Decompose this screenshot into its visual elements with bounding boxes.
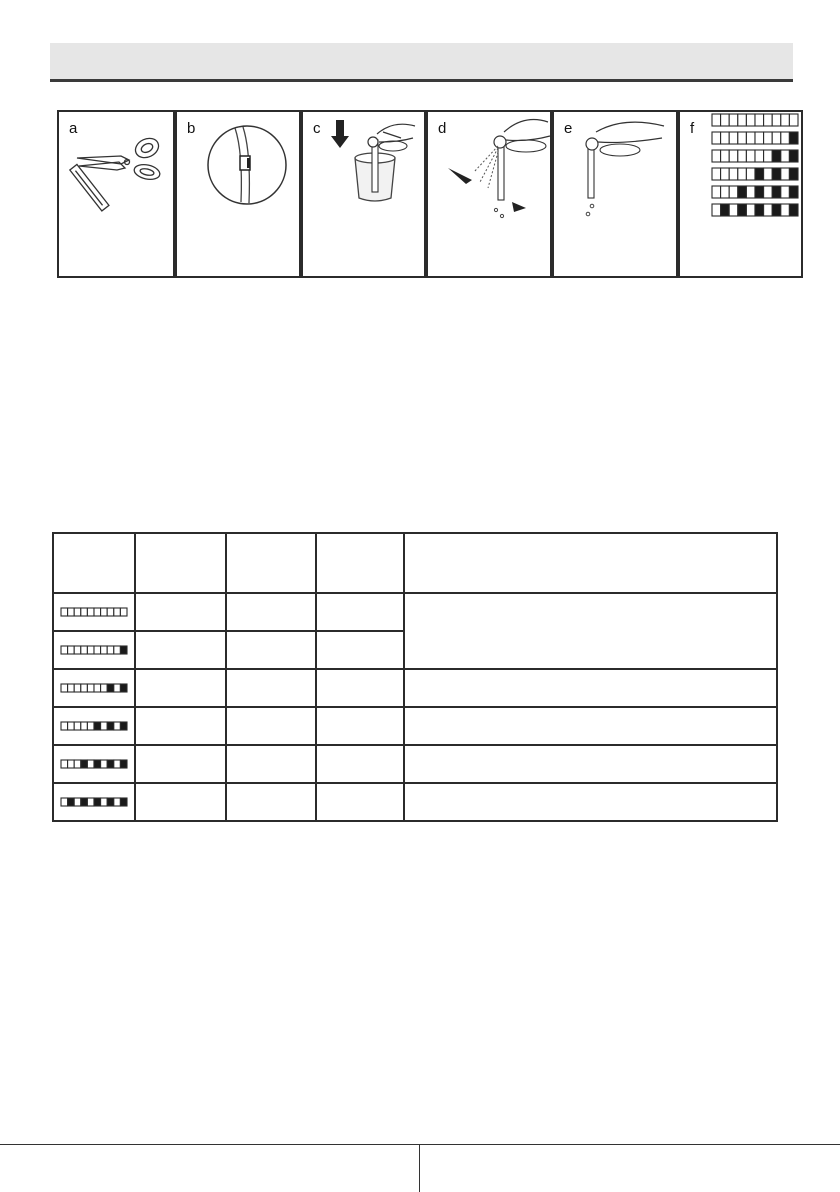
strip-field-light — [764, 132, 773, 144]
strip-field-light — [87, 684, 94, 692]
strip-field-light — [114, 608, 121, 616]
test-strip-icon — [60, 720, 128, 732]
strip-field-dark — [94, 760, 101, 768]
header-cell — [226, 533, 316, 593]
strip-field-dark — [107, 798, 114, 806]
test-strip-icon — [60, 796, 128, 808]
strip-field-light — [712, 114, 721, 126]
table-cell — [316, 783, 404, 821]
strip-field-dark — [120, 798, 127, 806]
strip-field-light — [107, 608, 114, 616]
dip-strip-in-glass-icon — [303, 112, 428, 280]
strip-field-light — [721, 132, 730, 144]
test-strip-icon — [60, 682, 128, 694]
strip-field-light — [81, 608, 88, 616]
strip-field-light — [101, 722, 108, 730]
strip-field-light — [781, 168, 790, 180]
strip-field-dark — [755, 168, 764, 180]
strip-field-light — [764, 168, 773, 180]
strip-field-dark — [94, 722, 101, 730]
strip-field-light — [94, 608, 101, 616]
strip-field-light — [101, 798, 108, 806]
strip-field-dark — [120, 722, 127, 730]
strip-field-light — [721, 150, 730, 162]
panel-letter: c — [313, 120, 321, 137]
strip-field-dark — [789, 150, 798, 162]
strip-field-light — [87, 798, 94, 806]
strip-field-light — [764, 204, 773, 216]
strip-field-light — [738, 114, 747, 126]
table-cell — [226, 631, 316, 669]
strip-field-light — [120, 608, 127, 616]
table-cell — [226, 593, 316, 631]
strip-field-light — [781, 204, 790, 216]
strip-cell — [53, 783, 135, 821]
strip-field-light — [755, 114, 764, 126]
strip-field-dark — [107, 760, 114, 768]
strip-field-light — [114, 684, 121, 692]
table-row — [53, 783, 777, 821]
table-cell — [316, 669, 404, 707]
strip-field-dark — [738, 186, 747, 198]
panel-letter: e — [564, 120, 573, 137]
strip-field-light — [68, 760, 75, 768]
table-cell — [226, 669, 316, 707]
strip-field-dark — [107, 722, 114, 730]
strip-field-light — [74, 798, 81, 806]
table-row — [53, 669, 777, 707]
strip-field-light — [772, 114, 781, 126]
panel-letter: f — [690, 120, 695, 137]
strip-field-light — [74, 722, 81, 730]
strip-field-light — [101, 684, 108, 692]
strip-field-light — [729, 114, 738, 126]
header-cell — [135, 533, 226, 593]
strip-field-dark — [772, 186, 781, 198]
scissors-cutting-strip-icon — [59, 112, 177, 280]
strip-field-light — [94, 684, 101, 692]
strip-field-light — [87, 722, 94, 730]
strip-field-light — [74, 646, 81, 654]
table-cell — [404, 783, 777, 821]
panel-c — [301, 110, 426, 278]
panel-b — [175, 110, 301, 278]
strip-field-dark — [789, 132, 798, 144]
footer-rule — [0, 1144, 840, 1145]
strip-field-light — [746, 132, 755, 144]
header-cell — [53, 533, 135, 593]
hardness-table — [52, 532, 778, 822]
table-cell — [226, 783, 316, 821]
strip-field-light — [781, 186, 790, 198]
strip-cell — [53, 593, 135, 631]
strip-field-light — [114, 722, 121, 730]
table-cell — [135, 783, 226, 821]
hold-strip-icon — [554, 112, 680, 280]
table-cell — [316, 707, 404, 745]
strip-field-dark — [68, 798, 75, 806]
strip-field-dark — [789, 168, 798, 180]
color-scale-icon — [680, 112, 805, 280]
strip-field-light — [114, 646, 121, 654]
strip-field-dark — [772, 204, 781, 216]
panel-letter: d — [438, 120, 447, 137]
strip-field-light — [114, 760, 121, 768]
table-row — [53, 593, 777, 631]
strip-field-light — [87, 608, 94, 616]
table-cell — [135, 631, 226, 669]
strip-field-dark — [755, 186, 764, 198]
table-row — [53, 745, 777, 783]
table-cell — [226, 745, 316, 783]
strip-field-light — [101, 760, 108, 768]
table-header-row — [53, 533, 777, 593]
strip-field-light — [721, 186, 730, 198]
strip-field-dark — [789, 186, 798, 198]
header-cell — [404, 533, 777, 593]
strip-field-light — [755, 150, 764, 162]
table-cell — [316, 631, 404, 669]
strip-field-light — [74, 684, 81, 692]
strip-field-light — [738, 150, 747, 162]
table-cell — [404, 707, 777, 745]
strip-field-light — [746, 168, 755, 180]
table-cell — [404, 669, 777, 707]
strip-field-light — [68, 608, 75, 616]
table-cell — [135, 745, 226, 783]
strip-field-dark — [738, 204, 747, 216]
strip-field-dark — [789, 204, 798, 216]
strip-field-light — [781, 114, 790, 126]
strip-field-light — [755, 132, 764, 144]
strip-field-light — [712, 186, 721, 198]
table-cell — [404, 593, 777, 669]
strip-field-light — [789, 114, 798, 126]
strip-field-dark — [81, 760, 88, 768]
strip-field-light — [68, 646, 75, 654]
strip-field-dark — [772, 150, 781, 162]
illustration-panels — [57, 110, 803, 281]
strip-cell — [53, 745, 135, 783]
strip-field-light — [781, 150, 790, 162]
strip-field-dark — [107, 684, 114, 692]
strip-field-light — [746, 186, 755, 198]
strip-field-light — [729, 204, 738, 216]
strip-field-light — [107, 646, 114, 654]
strip-field-light — [94, 646, 101, 654]
strip-field-light — [721, 168, 730, 180]
strip-field-light — [87, 646, 94, 654]
strip-field-dark — [755, 204, 764, 216]
strip-cell — [53, 707, 135, 745]
table-cell — [226, 707, 316, 745]
strip-field-dark — [772, 168, 781, 180]
strip-field-dark — [94, 798, 101, 806]
strip-field-light — [712, 132, 721, 144]
strip-field-light — [729, 150, 738, 162]
strip-field-light — [81, 684, 88, 692]
shake-strip-icon — [428, 112, 554, 280]
test-strip-closeup-icon — [177, 112, 303, 280]
table-cell — [316, 745, 404, 783]
table-cell — [135, 707, 226, 745]
strip-field-light — [712, 168, 721, 180]
table-row — [53, 707, 777, 745]
strip-field-light — [68, 722, 75, 730]
strip-field-light — [114, 798, 121, 806]
section-header-bar — [50, 43, 793, 82]
strip-field-dark — [721, 204, 730, 216]
panel-e — [552, 110, 678, 278]
strip-field-light — [738, 132, 747, 144]
strip-field-light — [746, 204, 755, 216]
strip-field-dark — [81, 798, 88, 806]
strip-field-dark — [120, 646, 127, 654]
table-cell — [404, 745, 777, 783]
strip-field-light — [746, 150, 755, 162]
strip-field-light — [74, 608, 81, 616]
strip-field-light — [61, 722, 68, 730]
strip-field-light — [764, 186, 773, 198]
strip-field-light — [729, 168, 738, 180]
panel-d — [426, 110, 552, 278]
strip-field-light — [772, 132, 781, 144]
strip-field-light — [61, 646, 68, 654]
strip-field-light — [81, 646, 88, 654]
header-cell — [316, 533, 404, 593]
strip-field-light — [746, 114, 755, 126]
strip-field-light — [764, 114, 773, 126]
test-strip-icon — [60, 758, 128, 770]
test-strip-icon — [60, 606, 128, 618]
panel-f — [678, 110, 803, 278]
strip-field-light — [721, 114, 730, 126]
strip-field-light — [729, 186, 738, 198]
table-cell — [135, 593, 226, 631]
strip-cell — [53, 669, 135, 707]
strip-field-light — [87, 760, 94, 768]
test-strip-icon — [60, 644, 128, 656]
strip-field-light — [81, 722, 88, 730]
strip-field-dark — [120, 760, 127, 768]
panel-a — [57, 110, 175, 278]
strip-field-light — [68, 684, 75, 692]
strip-field-light — [712, 150, 721, 162]
strip-field-light — [101, 608, 108, 616]
panel-letter: b — [187, 120, 196, 137]
strip-field-light — [781, 132, 790, 144]
panel-letter: a — [69, 120, 78, 137]
table-cell — [135, 669, 226, 707]
strip-field-light — [61, 798, 68, 806]
strip-field-light — [61, 684, 68, 692]
table-cell — [316, 593, 404, 631]
strip-field-light — [101, 646, 108, 654]
strip-field-dark — [120, 684, 127, 692]
strip-field-light — [61, 760, 68, 768]
footer-divider — [419, 1144, 420, 1192]
strip-field-light — [74, 760, 81, 768]
strip-cell — [53, 631, 135, 669]
strip-field-light — [712, 204, 721, 216]
strip-field-light — [729, 132, 738, 144]
strip-field-light — [764, 150, 773, 162]
strip-field-light — [61, 608, 68, 616]
strip-field-light — [738, 168, 747, 180]
